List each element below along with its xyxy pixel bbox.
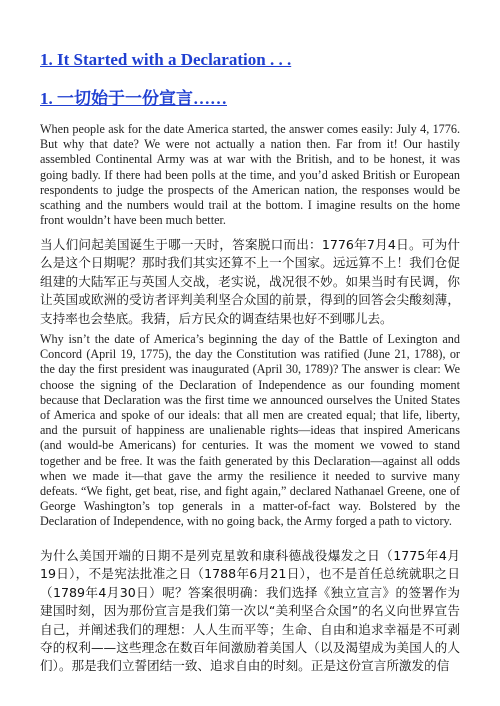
paragraph-english-1: When people ask for the date America started, the answer comes easily: July 4, 1776. But why that date? We were not actually a nation then. Far from it! Our hastily assembled Continental Army was at war with the British, and to be honest, it was going badly. If there had been polls at the time, and you’d asked British or European respondents to judge the prospects of the American nation, the responses would be scathing and the numbers would trail at the bottom. I imagine results on the home front wouldn’t have been much better. bbox=[40, 122, 460, 228]
heading-chinese[interactable]: 1. 一切始于一份宣言…… bbox=[40, 89, 227, 108]
paragraph-chinese-1: 当人们问起美国诞生于哪一天时，答案脱口而出：1776年7月4日。可为什么是这个日期呢？那时我们其实还算不上一个国家。远远算不上！我们仓促组建的大陆军正与英国人交战，老实说，战况很不妙。如果当时有民调，你让英国或欧洲的受访者评判美利坚合众国的前景，得到的回答会尖酸刻薄，支持率也会垫底。我猜，后方民众的调查结果也好不到哪儿去。 bbox=[40, 237, 460, 326]
heading-english[interactable]: 1. It Started with a Declaration . . . bbox=[40, 50, 292, 69]
paragraph-chinese-2: 为什么美国开端的日期不是列克星敦和康科德战役爆发之日（1775年4月19日），不是宪法批准之日（1788年6月21日），也不是首任总统就职之日（1789年4月30日）呢？答案很明确：我们选择《独立宣言》的签署作为建国时刻，因为那份宣言是我们第一次以“美利坚合众国”的名义向世界宣告自己，并阐述我们的理想：人人生而平等；生命、自由和追求幸福是不可剥夺的权利——这些理念在数百年间激励着美国人（以及渴望成为美国人的人们）。那是我们立誓团结一致、追求自由的时刻。正是这份宣言所激发的信 bbox=[40, 548, 460, 674]
paragraph-english-2: Why isn’t the date of America’s beginning the day of the Battle of Lexington and Concord (April 19, 1775), the day the Constitution was ratified (June 21, 1788), or the day the first president was inaugurated (April 30, 1789)? The answer is clear: We choose the signing of the Declaration of Independence as our founding moment because that Declaration was the first time we announced ourselves the United States of America and spoke of our ideals: that all men are created equal; that life, liberty, and the pursuit of happiness are unalienable rights—ideas that inspired Americans (and would-be Americans) for centuries. It was the moment we vowed to stand together and be free. It was the faith generated by this Declaration—against all odds when we made it—that gave the army the resilience it needed to survive many defeats. “We fight, get beat, rise, and fight again,” declared Nathanael Greene, one of George Washington’s top generals in a matter-of-fact way. Bolstered by the Declaration of Independence, with no going back, the Army forged a path to victory. bbox=[40, 332, 460, 529]
